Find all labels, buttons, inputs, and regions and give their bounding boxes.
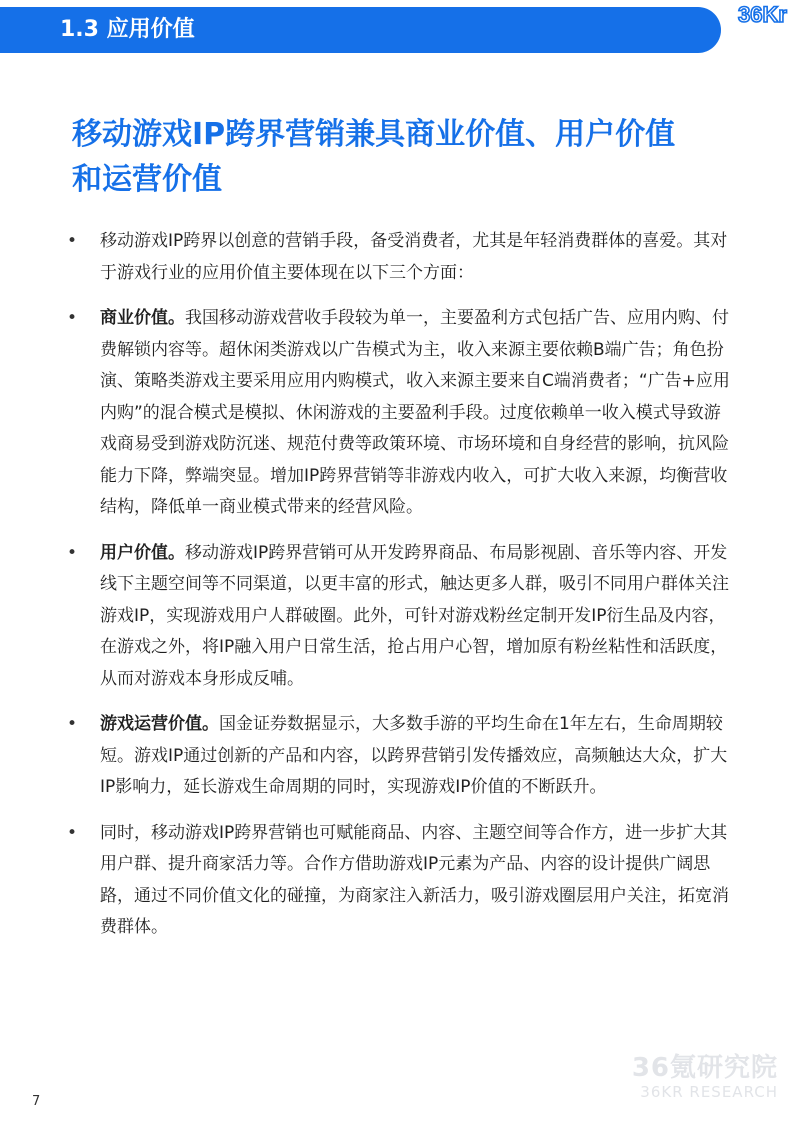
page-title: 移动游戏IP跨界营销兼具商业价值、用户价值 和运营价值 xyxy=(72,117,676,197)
bullet-text: 同时，移动游戏IP跨界营销也可赋能商品、内容、主题空间等合作方，进一步扩大其用户群、提升商家活力等。合作方借助游戏IP元素为产品、内容的设计提供广阔思路，通过不同价值文化的碰撞，为商家注入新活力，吸引游戏圈层用户关注，拓宽消费群体。 xyxy=(100,822,729,937)
bullet-text: 移动游戏IP跨界以创意的营销手段，备受消费者，尤其是年轻消费群体的喜爱。其对于游戏行业的应用价值主要体现在以下三个方面： xyxy=(100,231,728,283)
bullet-user-value xyxy=(0,538,794,696)
section-label: 1.3 应用价值 xyxy=(60,17,195,42)
bullet-intro xyxy=(0,226,794,289)
bullet-marker: • xyxy=(67,231,78,251)
bullet-marker: • xyxy=(67,714,78,734)
watermark-en: 36KR RESEARCH xyxy=(640,1083,778,1101)
watermark-cn: 36氪研究院 xyxy=(631,1053,778,1083)
brand-logo xyxy=(736,0,794,56)
bullet-operation-value xyxy=(0,709,794,804)
bullet-text: 国金证券数据显示，大多数手游的平均生命在1年左右，生命周期较短。游戏IP通过创新的产品和内容，以跨界营销引发传播效应，高频触达大众，扩大IP影响力，延长游戏生命周期的同时，实现游戏IP价值的不断跃升。 xyxy=(100,714,728,797)
bullet-lead: 游戏运营价值。 xyxy=(100,714,219,734)
bullet-text: 移动游戏IP跨界营销可从开发跨界商品、布局影视剧、音乐等内容、开发线下主题空间等不同渠道，以更丰富的形式，触达更多人群，吸引不同用户群体关注游戏IP，实现游戏用户人群破圈。此外，可针对游戏粉丝定制开发IP衍生品及内容，在游戏之外，将IP融入用户日常生活，抢占用户心智，增加原有粉丝粘性和活跃度，从而对游戏本身形成反哺。 xyxy=(100,542,729,689)
watermark xyxy=(628,1055,778,1100)
bullet-list xyxy=(0,226,794,958)
bullet-partner-value xyxy=(0,818,794,944)
bullet-text: 我国移动游戏营收手段较为单一，主要盈利方式包括广告、应用内购、付费解锁内容等。超休闲类游戏以广告模式为主，收入来源主要依赖B端广告；角色扮演、策略类游戏主要采用应用内购模式，收入来源主要来自C端消费者；“广告+应用内购”的混合模式是模拟、休闲游戏的主要盈利手段。过度依赖单一收入模式导致游戏商易受到游戏防沉迷、规范付费等政策环境、市场环境和自身经营的影响，抗风险能力下降，弊端突显。增加IP跨界营销等非游戏内收入，可扩大收入来源，均衡营收结构，降低单一商业模式带来的经营风险。 xyxy=(100,308,730,517)
page-number: 7 xyxy=(32,1094,41,1109)
bullet-lead: 用户价值。 xyxy=(100,542,185,563)
brand-logo-text: 36Kr xyxy=(738,2,787,27)
bullet-marker: • xyxy=(67,822,78,843)
bullet-marker: • xyxy=(67,308,78,328)
bullet-lead: 商业价值。 xyxy=(100,308,185,328)
bullet-marker: • xyxy=(67,542,78,563)
bullet-commercial-value xyxy=(0,303,794,524)
